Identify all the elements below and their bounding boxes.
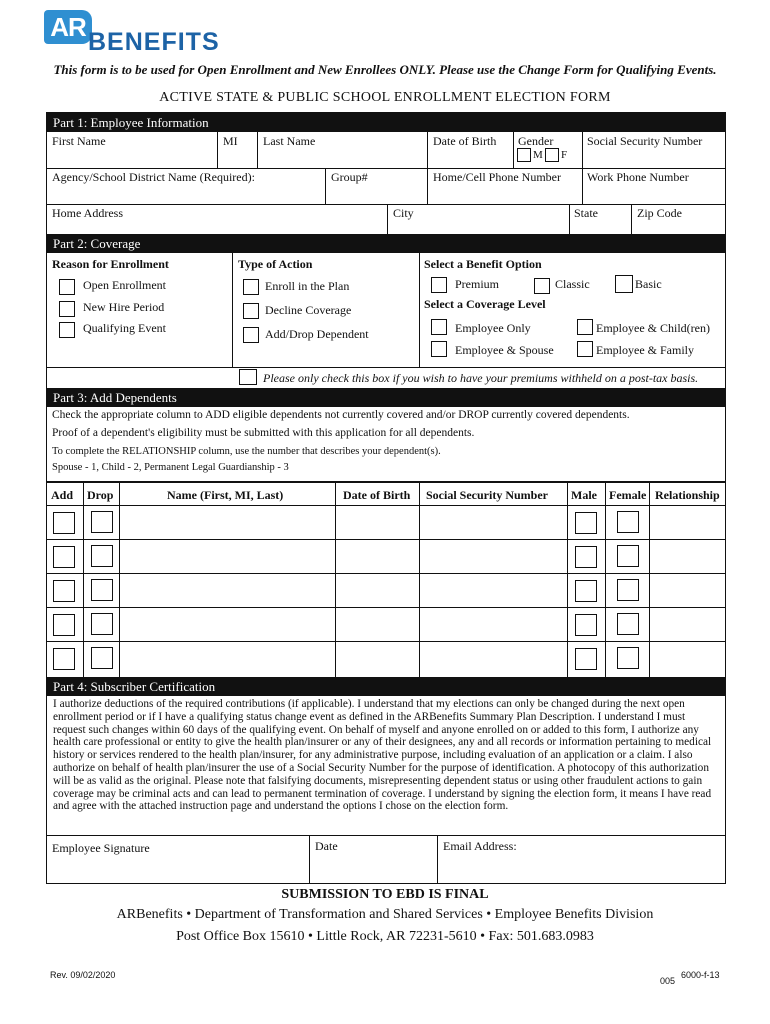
row4-drop-checkbox[interactable] [91, 613, 113, 635]
logo-wordmark: BENEFITS [88, 28, 220, 56]
level-header: Select a Coverage Level [424, 297, 546, 311]
row3-add-checkbox[interactable] [53, 580, 75, 602]
last-name-field[interactable]: Last Name [263, 134, 316, 148]
reason-qualifying-label: Qualifying Event [83, 321, 166, 335]
gender-m-checkbox[interactable] [517, 148, 531, 162]
footer-org: ARBenefits • Department of Transformation and Shared Services • Employee Benefits Division [116, 907, 654, 922]
row3-drop-checkbox[interactable] [91, 579, 113, 601]
action-header: Type of Action [238, 257, 313, 271]
reason-newhire-label: New Hire Period [83, 300, 165, 314]
part1-header: Part 1: Employee Information [47, 113, 725, 132]
certification-text: I authorize deductions of the required contributions (if applicable). I understand that my elections can only be changed during the next open enrollment period or if I have a qualifying status change event as defined in the ARBenefits Summary Plan Description. I understand I must request such changes within 60 days of the qualifying event. On behalf of myself and anyone enrolled on or added to this form, I authorize any health care professional or entity to give the health plan/insurer or any of their designees, any and all records or information pertaining to medical history or services rendered to the health plan/insurer, for any administrative purpose, including evaluation of an application or a claim. I also authorize on behalf of health plan/insurer the use of a Social Security Number for the purpose of identification. A photocopy of this authorization will be as valid as the original. Please note that falsifying documents, misrepresenting dependent status or using other fraudulent actions to gain coverage may be criminal acts and can lead to permanent termination of coverage. I understand by signing the election form, it means I have read and agree with the attached instruction page and understand the options I chose on the election form. [53, 698, 712, 813]
form-title: ACTIVE STATE & PUBLIC SCHOOL ENROLLMENT ELECTION FORM [159, 90, 611, 105]
row1-add-checkbox[interactable] [53, 512, 75, 534]
address-field[interactable]: Home Address [52, 206, 123, 220]
col-drop: Drop [87, 488, 114, 502]
row5-add-checkbox[interactable] [53, 648, 75, 670]
row5-female-checkbox[interactable] [617, 647, 639, 669]
arbenefits-logo [44, 10, 220, 56]
form-frame [46, 112, 726, 884]
level-spouse-label: Employee & Spouse [455, 343, 554, 357]
row2-drop-checkbox[interactable] [91, 545, 113, 567]
benefit-basic-checkbox[interactable] [615, 275, 633, 293]
level-employee-label: Employee Only [455, 321, 531, 335]
row2-add-checkbox[interactable] [53, 546, 75, 568]
row3-female-checkbox[interactable] [617, 579, 639, 601]
reason-newhire-checkbox[interactable] [59, 301, 75, 317]
gender-f-checkbox[interactable] [545, 148, 559, 162]
part3-instruction-2: Proof of a dependent's eligibility must be submitted with this application for all dependents. [52, 427, 475, 439]
level-child-label: Employee & Child(ren) [596, 321, 710, 335]
row4-male-checkbox[interactable] [575, 614, 597, 636]
part3-header: Part 3: Add Dependents [47, 388, 725, 407]
col-relationship: Relationship [655, 488, 720, 502]
row1-drop-checkbox[interactable] [91, 511, 113, 533]
dob-field[interactable]: Date of Birth [433, 134, 497, 148]
action-enroll-label: Enroll in the Plan [265, 279, 350, 293]
row2-female-checkbox[interactable] [617, 545, 639, 567]
row2-male-checkbox[interactable] [575, 546, 597, 568]
col-female: Female [609, 488, 647, 502]
post-tax-label: Please only check this box if you wish to have your premiums withheld on a post-tax basis. [263, 371, 699, 385]
level-employee-checkbox[interactable] [431, 319, 447, 335]
part3-instruction-3: To complete the RELATIONSHIP column, use the number that describes your dependent(s). [52, 446, 441, 457]
part2-header: Part 2: Coverage [47, 234, 725, 253]
mi-field[interactable]: MI [223, 134, 238, 148]
reason-qualifying-checkbox[interactable] [59, 322, 75, 338]
usage-notice: This form is to be used for Open Enrollment and New Enrollees ONLY. Please use the Change Form for Qualifying Events. [53, 62, 717, 77]
benefit-premium-label: Premium [455, 277, 499, 291]
row4-female-checkbox[interactable] [617, 613, 639, 635]
col-add: Add [51, 488, 74, 502]
home-phone-field[interactable]: Home/Cell Phone Number [433, 170, 561, 184]
action-adddrop-checkbox[interactable] [243, 327, 259, 343]
benefit-header: Select a Benefit Option [424, 257, 542, 271]
row3-male-checkbox[interactable] [575, 580, 597, 602]
level-family-label: Employee & Family [596, 343, 694, 357]
part4-header: Part 4: Subscriber Certification [47, 677, 725, 696]
work-phone-field[interactable]: Work Phone Number [587, 170, 689, 184]
action-enroll-checkbox[interactable] [243, 279, 259, 295]
col-ssn: Social Security Number [426, 488, 548, 502]
row1-female-checkbox[interactable] [617, 511, 639, 533]
zip-field[interactable]: Zip Code [637, 206, 682, 220]
signature-date-field[interactable]: Date [315, 839, 338, 853]
group-field[interactable]: Group# [331, 170, 368, 184]
level-family-checkbox[interactable] [577, 341, 593, 357]
benefit-basic-label: Basic [635, 277, 662, 291]
revision-date: Rev. 09/02/2020 [50, 970, 116, 980]
reason-header: Reason for Enrollment [52, 257, 169, 271]
gender-m-label: M [533, 149, 543, 161]
col-dob: Date of Birth [343, 488, 411, 502]
level-child-checkbox[interactable] [577, 319, 593, 335]
action-decline-checkbox[interactable] [243, 303, 259, 319]
benefit-classic-checkbox[interactable] [534, 278, 550, 294]
part3-instruction-1: Check the appropriate column to ADD eligible dependents not currently covered and/or DROP currently covered dependents. [52, 409, 630, 421]
benefit-classic-label: Classic [555, 277, 590, 291]
action-adddrop-label: Add/Drop Dependent [265, 327, 369, 341]
footer-address: Post Office Box 15610 • Little Rock, AR 72231-5610 • Fax: 501.683.0983 [176, 929, 594, 944]
row4-add-checkbox[interactable] [53, 614, 75, 636]
reason-open-checkbox[interactable] [59, 279, 75, 295]
gender-f-label: F [561, 149, 568, 161]
submission-final: SUBMISSION TO EBD IS FINAL [281, 887, 489, 902]
first-name-field[interactable]: First Name [52, 134, 106, 148]
relationship-codes: Spouse - 1, Child - 2, Permanent Legal Guardianship - 3 [52, 462, 289, 473]
agency-field[interactable]: Agency/School District Name (Required): [52, 170, 255, 184]
city-field[interactable]: City [393, 206, 414, 220]
form-code-b: 6000-f-13 [681, 970, 720, 980]
post-tax-checkbox[interactable] [239, 369, 257, 385]
col-name: Name (First, MI, Last) [167, 488, 284, 502]
logo-mark: AR [44, 10, 92, 44]
level-spouse-checkbox[interactable] [431, 341, 447, 357]
ssn-field[interactable]: Social Security Number [587, 134, 703, 148]
employee-signature-field[interactable]: Employee Signature [52, 841, 150, 855]
row5-drop-checkbox[interactable] [91, 647, 113, 669]
action-decline-label: Decline Coverage [265, 303, 352, 317]
col-male: Male [571, 488, 597, 502]
form-code-a: 005 [660, 976, 676, 986]
benefit-premium-checkbox[interactable] [431, 277, 447, 293]
state-field[interactable]: State [574, 206, 598, 220]
row5-male-checkbox[interactable] [575, 648, 597, 670]
email-address-field[interactable]: Email Address: [443, 839, 517, 853]
reason-open-label: Open Enrollment [83, 278, 166, 292]
gender-label: Gender [518, 134, 554, 148]
row1-male-checkbox[interactable] [575, 512, 597, 534]
